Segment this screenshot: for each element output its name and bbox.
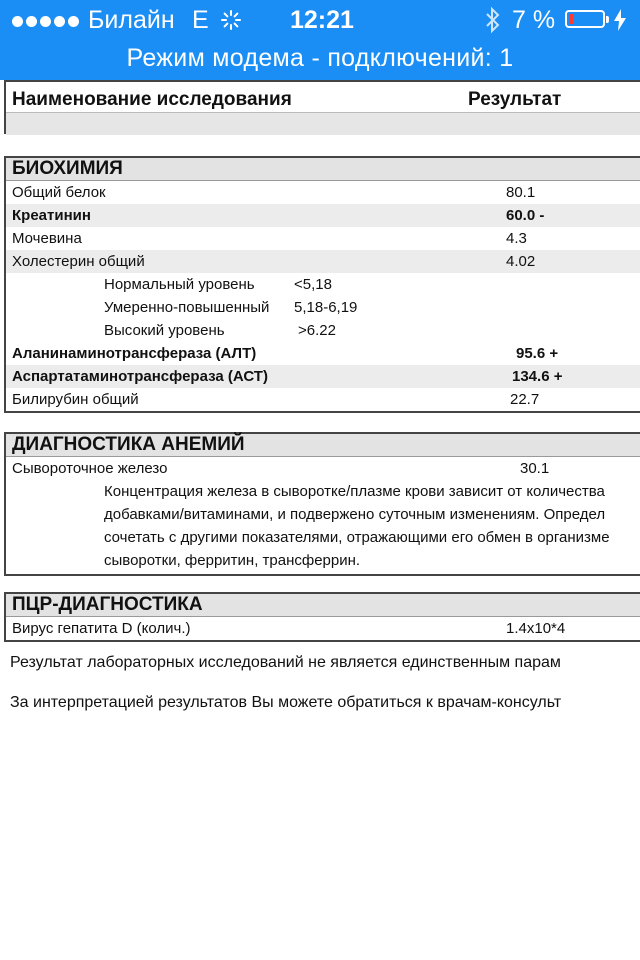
test-name: Сывороточное железо: [12, 460, 168, 477]
activity-spinner-icon: [221, 10, 241, 30]
signal-strength-icon: [12, 14, 82, 32]
test-value: 4.3: [506, 230, 527, 247]
note-line: Концентрация железа в сыворотке/плазме крови зависит от количества: [104, 483, 605, 500]
reference-label: Высокий уровень: [104, 322, 225, 339]
carrier-name: Билайн: [88, 6, 175, 34]
reference-label: Нормальный уровень: [104, 276, 255, 293]
reference-row: [6, 319, 640, 342]
battery-percent: 7 %: [512, 6, 556, 34]
network-type: E: [192, 6, 209, 34]
section-anemia-diagnostics: [4, 432, 640, 576]
bluetooth-icon: [484, 6, 502, 34]
disclaimer-text: Результат лабораторных исследований не является единственным парам: [10, 654, 561, 671]
status-bar: [0, 0, 640, 80]
table-row: [6, 250, 640, 273]
test-name: Мочевина: [12, 230, 82, 247]
test-value: 60.0 -: [506, 207, 545, 224]
table-row: [6, 617, 640, 640]
hotspot-banner[interactable]: Режим модема - подключений: 1: [126, 44, 514, 72]
clock: 12:21: [290, 6, 354, 34]
table-row: [6, 388, 640, 411]
column-header-name: Наименование исследования: [12, 89, 292, 110]
reference-value: 5,18-6,19: [294, 299, 358, 316]
test-value: 95.6 +: [516, 345, 559, 362]
note-line: сочетать с другими показателями, отражающими его обмен в организме: [104, 529, 610, 546]
test-value: 134.6 +: [512, 368, 563, 385]
test-name: Общий белок: [12, 184, 106, 201]
note-line: добавками/витаминами, и подвержено суточным изменениям. Определ: [104, 506, 606, 523]
section-title: БИОХИМИЯ: [6, 158, 640, 181]
table-row: [6, 181, 640, 204]
battery-icon: [565, 10, 605, 28]
table-row: [6, 204, 640, 227]
section-biochemistry: [4, 156, 640, 413]
lab-results-document: [0, 80, 640, 960]
consultation-text: За интерпретацией результатов Вы можете обратиться к врачам-консульт: [10, 694, 562, 711]
table-header: [4, 80, 640, 134]
test-value: 80.1: [506, 184, 536, 201]
table-row: [6, 365, 640, 388]
test-value: 22.7: [510, 391, 540, 408]
section-title: ПЦР-ДИАГНОСТИКА: [6, 594, 640, 617]
column-header-result: Результат: [468, 89, 562, 110]
reference-row: [6, 296, 640, 319]
reference-value: <5,18: [294, 276, 332, 293]
table-row: [6, 227, 640, 250]
reference-value: >6.22: [298, 322, 336, 339]
section-title: ДИАГНОСТИКА АНЕМИЙ: [6, 434, 640, 457]
table-row: [6, 457, 640, 480]
header-divider: [6, 112, 640, 135]
test-name: Аспартатаминотрансфераза (АСТ): [12, 368, 268, 385]
test-value: 1.4x10*4: [506, 620, 566, 637]
test-name: Билирубин общий: [12, 391, 139, 408]
charging-bolt-icon: [614, 9, 626, 31]
note-line: сыворотки, ферритин, трансферрин.: [104, 552, 361, 569]
test-name: Креатинин: [12, 207, 91, 224]
reference-row: [6, 273, 640, 296]
test-name: Холестерин общий: [12, 253, 145, 270]
test-name: Аланинаминотрансфераза (АЛТ): [12, 345, 257, 362]
test-name: Вирус гепатита D (колич.): [12, 620, 191, 637]
section-pcr-diagnostics: [4, 592, 640, 642]
reference-label: Умеренно-повышенный: [104, 299, 270, 316]
table-row: [6, 342, 640, 365]
test-value: 4.02: [506, 253, 536, 270]
test-value: 30.1: [520, 460, 550, 477]
